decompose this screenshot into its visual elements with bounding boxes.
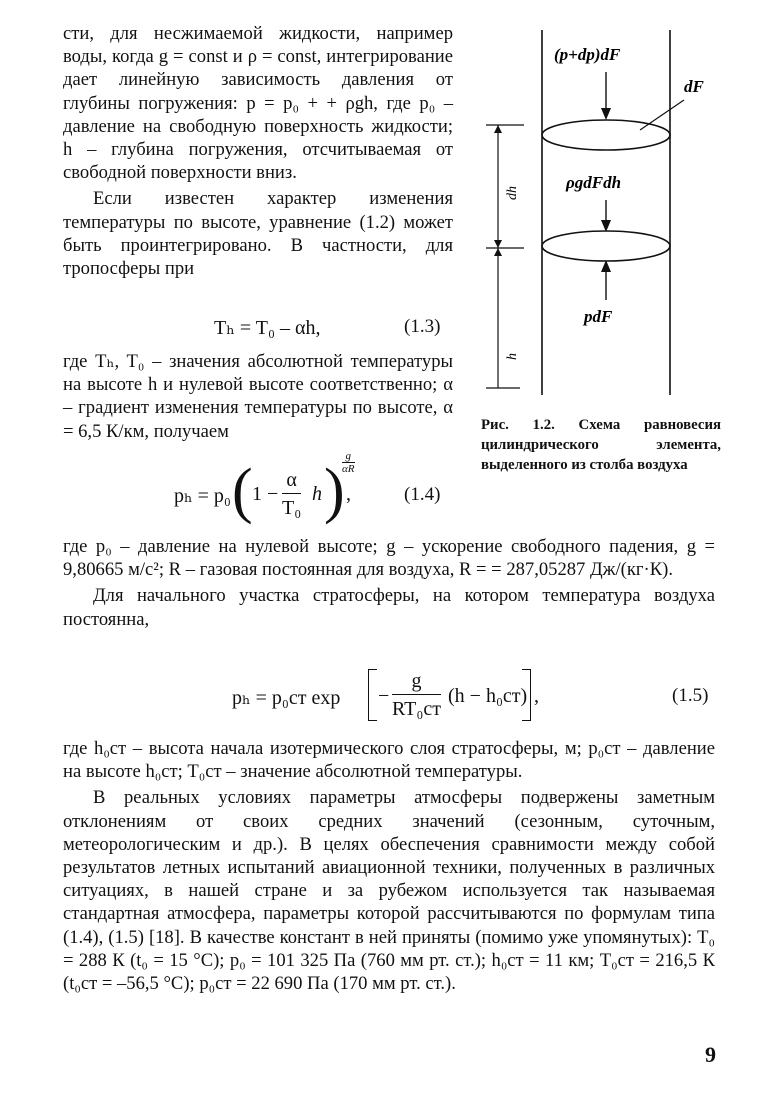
equation-1-3-formula: Tₕ = T₀ – αh,: [214, 317, 321, 339]
equation-1-5-minus: −: [378, 685, 390, 707]
equation-1-4-frac-num: α: [282, 467, 301, 494]
label-top-force: (p+dp)dF: [554, 45, 621, 64]
paragraph-after-1-4: где p₀ – давление на нулевой высоте; g – ускорение свободного падения, g = 9,80665 м/с²; R – газовая постоянная для воздуха, R = = 287,05287 Дж/(кг·К).: [63, 536, 715, 581]
label-bottom-force: pdF: [584, 307, 613, 326]
equation-1-4-inner-left: 1 −: [252, 483, 279, 505]
paragraph-after-1-5: где h₀ст – высота начала изотермического слоя стратосферы, м; p₀ст – давление на высоте h₀ст; T₀ст – значение абсолютной температуры.: [63, 738, 715, 783]
equation-1-3: [214, 315, 454, 343]
paren-right: ): [324, 457, 345, 525]
upper-section-ellipse: [542, 120, 670, 150]
dh-arrowhead-bottom: [494, 240, 502, 248]
equation-1-4-inner-right: h: [312, 483, 322, 505]
paragraph-temperature: Если известен характер изменения температуры по высоте, уравнение (1.2) может быть проинтегрировано. В частности, для тропосферы при: [63, 188, 453, 280]
equation-1-5-lhs: pₕ = p₀ст exp: [232, 687, 341, 709]
paragraph-standard-atmosphere: В реальных условиях параметры атмосферы подвержены заметным отклонениям от своих средних значений (сезонным, суточным, метеорологическим и др.). В целях обеспечения сравнимости между собой результатов летных испытаний авиационной техники, полученных в различных ситуациях, в нашей стране и за рубежом используется так называемая стандартная атмосфера, параметры которой рассчитываются по формулам типа (1.4), (1.5) [18]. В качестве констант в ней приняты (помимо уже упомянутых): T₀ = 288 К (t₀ = 15 °С); p₀ = 101 325 Па (760 мм рт. ст.); h₀ст = 11 км; T₀ст = 216,5 К (t₀ст = –56,5 °С); p₀ст = 22 690 Па (170 мм рт. ст.).: [63, 787, 715, 995]
label-weight: ρgdFdh: [566, 173, 622, 192]
h-arrowhead-top: [494, 248, 502, 256]
paragraph-stratosphere: Для начального участка стратосферы, на котором температура воздуха постоянна,: [63, 585, 715, 630]
equation-1-5-frac-num: g: [392, 668, 441, 695]
equation-1-5-frac-den: RT₀ст: [392, 698, 441, 720]
label-dh: dh: [505, 186, 520, 200]
bottom-force-arrowhead: [601, 260, 611, 272]
equation-1-4-frac-den: T₀: [282, 497, 302, 519]
equation-1-4: [174, 450, 454, 540]
paragraph-incompressible: сти, для несжимаемой жидкости, например воды, когда g = const и ρ = const, интегрирование дает линейную зависимость давления от глубины погружения: p = p₀ + + ρgh, где p₀ – давление на свободную поверхность жидкости; h – глубина погружения, отсчитываемая от свободной поверхности вниз.: [63, 23, 453, 184]
equation-1-4-number: (1.4): [404, 484, 441, 505]
equation-1-5-fraction: [392, 668, 441, 723]
df-leader-line: [640, 100, 684, 130]
equation-1-4-fraction: [282, 467, 301, 522]
figure-cylinder-element: [470, 20, 730, 405]
equation-1-5-number: (1.5): [672, 685, 709, 706]
paren-left: (: [232, 457, 253, 525]
left-column: [63, 22, 453, 280]
equation-1-5: [232, 665, 715, 725]
label-h: h: [505, 353, 520, 360]
equation-1-4-exp-den: αR: [342, 463, 355, 475]
equation-1-4-exp-num: g: [345, 450, 351, 462]
dh-arrowhead-top: [494, 125, 502, 133]
lower-section-ellipse: [542, 231, 670, 261]
equation-1-3-number: (1.3): [404, 316, 441, 337]
equation-1-4-exponent: [342, 450, 355, 475]
equation-1-4-tail: ,: [346, 483, 351, 505]
bracket-left: [368, 669, 377, 721]
equation-1-4-lhs: pₕ = p₀: [174, 485, 231, 507]
figure-caption: Рис. 1.2. Схема равновесия цилиндрического элемента, выделенного из столба воздуха: [481, 417, 721, 473]
equation-1-5-tail: ,: [534, 685, 539, 707]
bracket-right: [522, 669, 531, 721]
page-number: 9: [705, 1042, 716, 1067]
label-df: dF: [684, 77, 704, 96]
paragraph-after-1-3: где Tₕ, T₀ – значения абсолютной температуры на высоте h и нулевой высоте соответственно; α – градиент изменения температуры по высоте, α = 6,5 К/км, получаем: [63, 351, 453, 442]
weight-arrowhead: [601, 220, 611, 232]
top-force-arrowhead: [601, 108, 611, 120]
equation-1-5-bracket-term: (h − h₀ст): [448, 685, 528, 707]
